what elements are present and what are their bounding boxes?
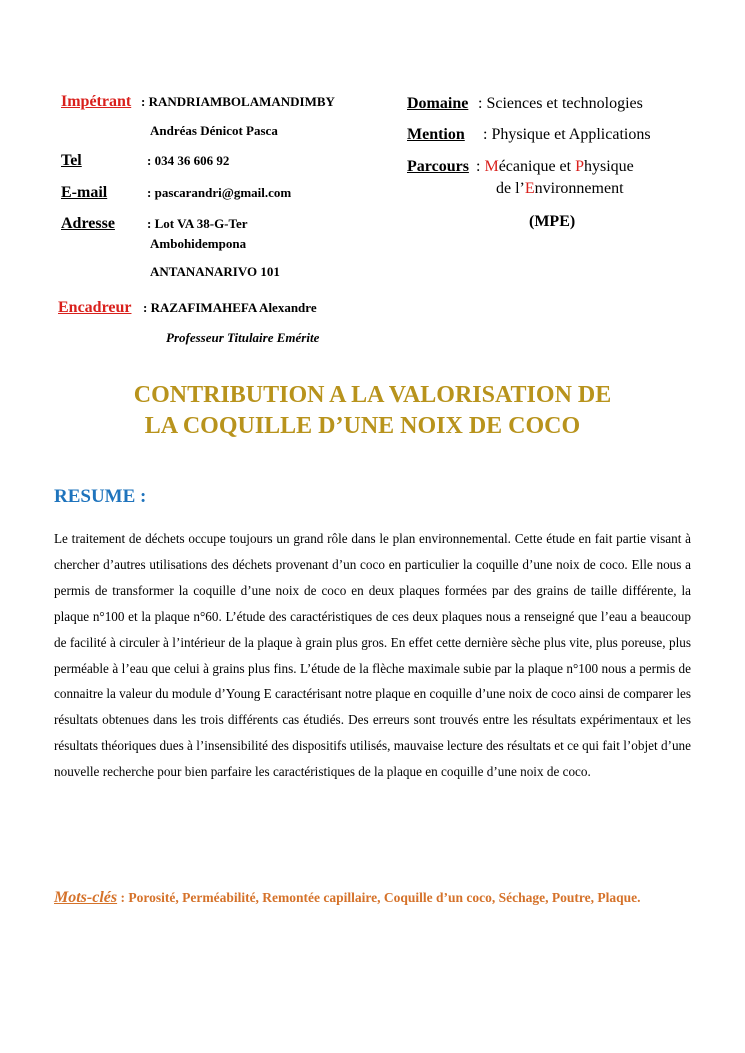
tel-label: Tel (61, 152, 82, 169)
supervisor-title: Professeur Titulaire Emérite (166, 330, 320, 345)
parcours-text-4: nvironnement (534, 180, 624, 197)
email-value: pascarandri@gmail.com (154, 185, 292, 200)
supervisor-name: RAZAFIMAHEFA Alexandre (150, 300, 317, 315)
address-line3: ANTANANARIVO 101 (150, 264, 280, 279)
supervisor-name-wrap: : RAZAFIMAHEFA Alexandre (143, 300, 317, 315)
keywords: Mots-clés : Porosité, Perméabilité, Remontée capillaire, Coquille d’un coco, Séchage, Poutre, Plaque. (54, 889, 641, 906)
parcours-line2 (496, 180, 624, 198)
keywords-label: Mots-clés (54, 889, 118, 906)
candidate-name-sep: : RANDRIAMBOLAMANDIMBY (141, 94, 335, 109)
parcours-letter-p: P (575, 158, 584, 175)
address-line1: Lot VA 38-G-Ter (154, 216, 248, 231)
domain-value-wrap: : Sciences et technologies (478, 95, 643, 112)
mention-value: Physique et Applications (491, 126, 651, 143)
resume-heading: RESUME : (54, 486, 147, 507)
resume-text: Le traitement de déchets occupe toujours un grand rôle dans le plan environnemental. Cette étude en fait partie visant à chercher d’autres utilisations des déchets provenant d’un coco en particulier la coquille d’une noix de coco. Elle nous a permis de transformer la coquille d’une noix de coco en deux plaques formées par des grains de taille différente, la plaque n°100 et la plaque n°60. L’étude des caractéristiques de ces deux plaques nous a renseigné que l’eau a beaucoup de facilité à circuler à l’intérieur de la plaque à grain plus gros. En effet cette dernière sèche plus vite, plus poreuse, plus perméable à l’eau que celui à grains plus fins. L’étude de la flèche maximale subie par la plaque n°100 nous a permis de connaitre la valeur du module d’Young E caractérisant notre plaque en coquille d’une noix de coco ainsi de comparer les résultats obtenues dans les trois différents cas étudiés. Des erreurs sont trouvés entre les résultats expérimentaux et les résultats théoriques dues à l’insensibilité des dispositifs utilisés, mauvaise lecture des résultats et ce qui fait l’objet d’une nouvelle recherche pour bien parfaire les caractéristiques de la plaque en coquille d’une noix de coco. (54, 531, 691, 780)
parcours-letter-m: M (484, 158, 499, 175)
keywords-text: Porosité, Perméabilité, Remontée capillaire, Coquille d’un coco, Séchage, Poutre, Plaque. (128, 890, 641, 905)
parcours-text-3: de l’ (496, 180, 525, 197)
thesis-title-line1: CONTRIBUTION A LA VALORISATION DE (133, 382, 612, 408)
address-line2: Ambohidempona (150, 236, 247, 251)
supervisor-label: Encadreur (58, 299, 132, 316)
parcours-text-1: écanique et (498, 158, 576, 175)
parcours-acronym: (MPE) (529, 213, 576, 230)
parcours-text-2: hysique (584, 158, 634, 175)
candidate-name-line2: Andréas Dénicot Pasca (150, 123, 278, 138)
thesis-title-line2: LA COQUILLE D’UNE NOIX DE COCO (144, 413, 581, 439)
tel-value: 034 36 606 92 (154, 153, 230, 168)
parcours-letter-e: E (524, 180, 535, 197)
parcours-label: Parcours (407, 158, 469, 175)
domain-label: Domaine (407, 95, 469, 112)
tel-value-wrap: : 034 36 606 92 (147, 153, 230, 168)
domain-value: Sciences et technologies (486, 95, 643, 112)
email-label: E-mail (61, 184, 108, 201)
email-value-wrap: : pascarandri@gmail.com (147, 185, 292, 200)
candidate-name: RANDRIAMBOLAMANDIMBY (148, 94, 335, 109)
parcours-line1: : Mécanique et Physique (476, 158, 634, 175)
mention-value-wrap: : Physique et Applications (479, 126, 651, 143)
mention-label: Mention (407, 126, 465, 143)
address-line1-wrap: : Lot VA 38-G-Ter (147, 216, 248, 231)
candidate-label: Impétrant (61, 93, 132, 110)
address-label: Adresse (61, 215, 115, 232)
